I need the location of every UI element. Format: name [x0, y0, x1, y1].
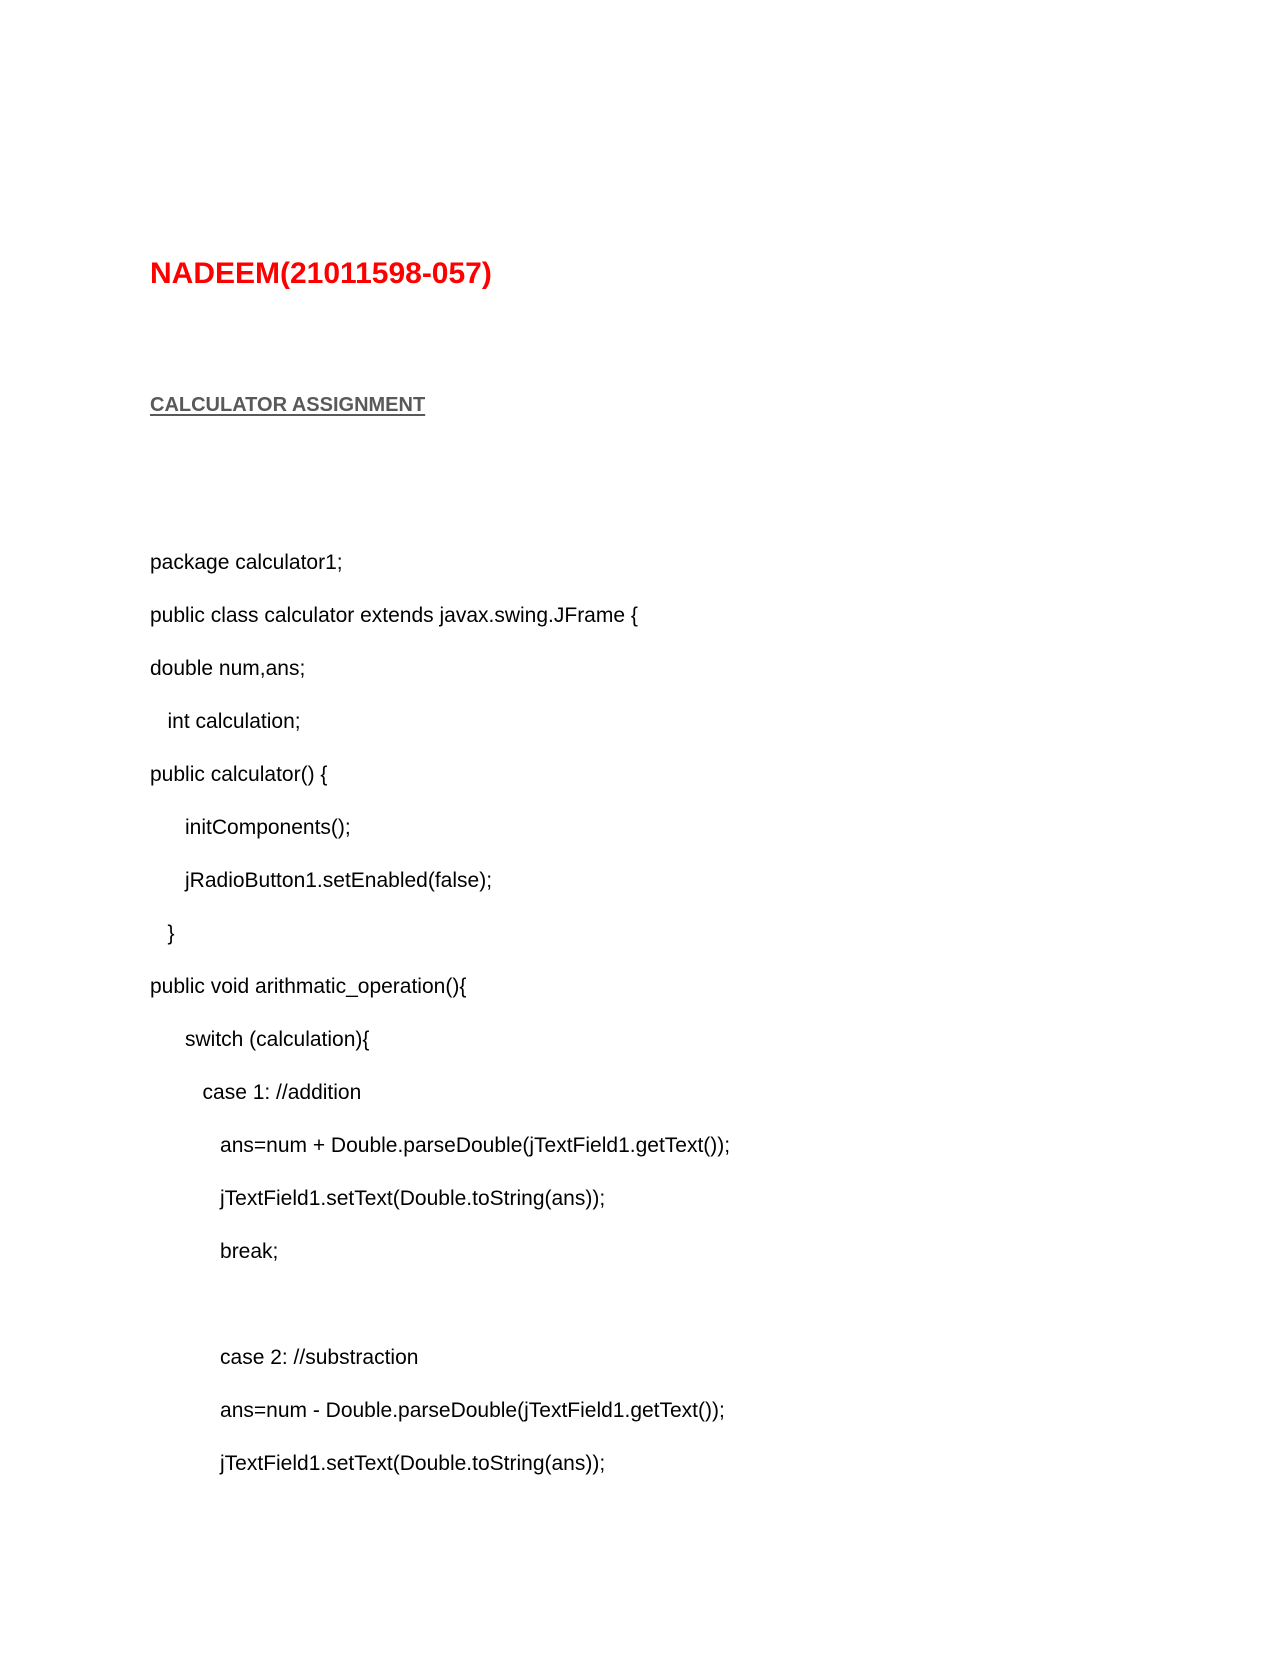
code-line: int calculation; [150, 710, 301, 733]
assignment-title: CALCULATOR ASSIGNMENT [150, 394, 426, 416]
code-line: initComponents(); [150, 816, 351, 839]
code-line: ans=num + Double.parseDouble(jTextField1.getText()); [150, 1134, 731, 1157]
code-line: } [150, 922, 175, 945]
code-line: jRadioButton1.setEnabled(false); [150, 869, 493, 892]
code-line: case 2: //substraction [150, 1346, 419, 1369]
code-line: public void arithmatic_operation(){ [150, 975, 467, 998]
code-line: package calculator1; [150, 551, 343, 574]
code-line: double num,ans; [150, 657, 306, 680]
code-listing [150, 548, 1200, 1502]
code-line: case 1: //addition [150, 1081, 362, 1104]
code-line: jTextField1.setText(Double.toString(ans)); [150, 1187, 606, 1210]
blank-line [150, 1290, 1200, 1343]
code-line: public class calculator extends javax.swing.JFrame { [150, 604, 638, 627]
code-line: switch (calculation){ [150, 1028, 370, 1051]
code-line: ans=num - Double.parseDouble(jTextField1.getText()); [150, 1399, 725, 1422]
code-line: public calculator() { [150, 763, 328, 786]
code-line: jTextField1.setText(Double.toString(ans)); [150, 1452, 606, 1475]
author-heading: NADEEM(21011598-057) [150, 257, 492, 290]
code-line: break; [150, 1240, 279, 1263]
